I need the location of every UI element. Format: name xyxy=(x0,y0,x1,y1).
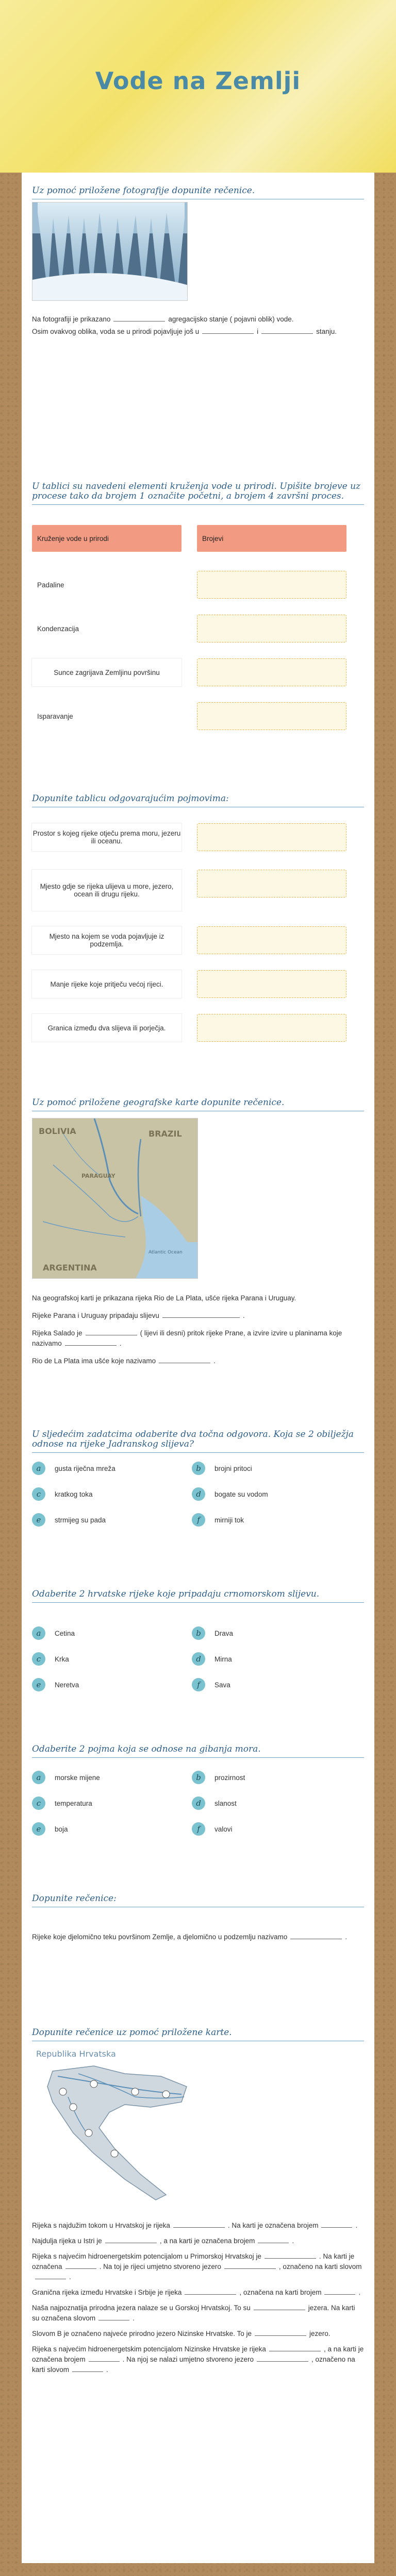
answer-box[interactable] xyxy=(197,702,346,730)
option-e[interactable]: e strmijeg su pada xyxy=(32,1512,166,1528)
sentence-1: Na geografskoj karti je prikazana rijeka Rio de La Plata, ušće rijeka Parana i Uruguay. xyxy=(32,1294,296,1302)
sentence-2: Osim ovakvog oblika, voda se u prirodi pojavljuje još u i stanju. xyxy=(32,328,337,335)
answer-blank[interactable] xyxy=(269,2345,321,2351)
map-label-argentina: ARGENTINA xyxy=(43,1263,97,1273)
option-key: a xyxy=(32,1462,45,1475)
section-heading: Dopunite rečenice: xyxy=(32,1893,364,1907)
option-e[interactable]: e Neretva xyxy=(32,1677,166,1692)
option-c[interactable]: c Krka xyxy=(32,1651,166,1667)
title-banner xyxy=(0,0,396,173)
answer-blank[interactable] xyxy=(265,2252,316,2259)
answer-blank[interactable] xyxy=(257,2355,308,2362)
section-heading: Dopunite rečenice uz pomoć priložene karte. xyxy=(32,2027,364,2041)
section-adriatic-rivers-choice xyxy=(22,1430,374,1574)
table-header-numbers: Brojevi xyxy=(197,525,346,552)
map-title: Republika Hrvatska xyxy=(36,2049,116,2059)
answer-blank[interactable] xyxy=(105,2236,157,2243)
option-key: c xyxy=(32,1487,45,1501)
answer-blank[interactable] xyxy=(290,1933,342,1939)
table-header-process: Kruženje vode u prirodi xyxy=(32,525,182,552)
definition-card: Prostor s kojeg rijeke otječu prema moru, jezeru ili oceanu. xyxy=(32,823,182,851)
definition-card: Mjesto na kojem se voda pojavljuje iz podzemlja. xyxy=(32,926,182,954)
answer-box[interactable] xyxy=(197,970,346,998)
answer-blank[interactable] xyxy=(35,2273,66,2279)
process-label: Padaline xyxy=(32,571,182,599)
table-row xyxy=(32,1010,362,1046)
answer-box[interactable] xyxy=(197,615,346,642)
section-black-sea-rivers-choice xyxy=(22,1589,374,1728)
section-heading: Uz pomoć priložene geografske karte dopunite rečenice. xyxy=(32,1097,364,1111)
sentence-1: Rijeka s najdužim tokom u Hrvatskoj je rijeka . Na karti je označena brojem . xyxy=(32,2222,358,2229)
section-heading: Odaberite 2 pojma koja se odnose na gibanja mora. xyxy=(32,1744,364,1758)
table-row xyxy=(32,654,362,690)
answer-blank[interactable] xyxy=(202,327,254,334)
answer-box[interactable] xyxy=(197,1014,346,1042)
section-heading: Odaberite 2 hrvatske rijeke koje pripadaju crnomorskom slijevu. xyxy=(32,1589,364,1603)
answer-blank[interactable] xyxy=(113,315,165,321)
option-key: d xyxy=(192,1652,205,1666)
section-croatia-map-question xyxy=(22,2027,374,2558)
option-d[interactable]: d Mirna xyxy=(192,1651,326,1667)
definition-card: Manje rijeke koje pritječu većoj rijeci. xyxy=(32,970,182,998)
table-row xyxy=(32,611,362,647)
option-b[interactable]: b brojni pritoci xyxy=(192,1461,326,1476)
sentence-2: Rijeke Parana i Uruguay pripadaju slijevu . xyxy=(32,1312,245,1319)
answer-blank[interactable] xyxy=(72,2365,103,2372)
sentence-block xyxy=(32,1932,364,1944)
answer-box[interactable] xyxy=(197,571,346,599)
table-row xyxy=(32,966,362,1002)
section-sea-movement-choice xyxy=(22,1744,374,1873)
ice-waterfall-photo xyxy=(32,202,188,301)
option-key: d xyxy=(192,1797,205,1810)
sentence-1: Na fotografiji je prikazano agregacijsko stanje ( pojavni oblik) vode. xyxy=(32,315,294,323)
option-key: d xyxy=(192,1487,205,1501)
option-key: a xyxy=(32,1771,45,1784)
worksheet xyxy=(22,173,374,2563)
option-key: b xyxy=(192,1771,205,1784)
answer-blank[interactable] xyxy=(224,2262,276,2269)
answer-blank[interactable] xyxy=(321,2221,352,2228)
option-key: a xyxy=(32,1626,45,1640)
sentence-block xyxy=(32,1293,364,1368)
option-f[interactable]: f valovi xyxy=(192,1821,326,1837)
option-f[interactable]: f Sava xyxy=(192,1677,326,1692)
sentence-7: Rijeka s najvećim hidroenergetskim potencijalom Nizinske Hrvatske je rijeka , a na karti je označena brojem . Na njoj se nalazi umjetno stvoreno jezero , označeno na karti slovom . xyxy=(32,2345,364,2374)
page-title: Vode na Zemlji xyxy=(95,67,301,95)
section-photo-question xyxy=(22,185,374,402)
section-heading: U sljedećim zadatcima odaberite dva točna odgovora. Koja se 2 obilježja odnose na rijeke Jadranskog slijeva? xyxy=(32,1430,364,1453)
definition-card: Granica između dva slijeva ili porječja. xyxy=(32,1014,182,1042)
sentence-3: Rijeka Salado je ( lijevi ili desni) pritok rijeke Prane, a izvire izvire u planinama koje nazivamo . xyxy=(32,1329,342,1347)
option-key: f xyxy=(192,1678,205,1691)
option-b[interactable]: b Drava xyxy=(192,1625,326,1641)
sentence-3: Rijeka s najvećim hidroenergetskim potencijalom u Primorskoj Hrvatskoj je . Na karti je označena . Na toj je rijeci umjetno stvoreno jezero , označeno na karti slovom. xyxy=(32,2252,362,2281)
answer-blank[interactable] xyxy=(261,327,313,334)
answer-blank[interactable] xyxy=(89,2355,120,2362)
answer-blank[interactable] xyxy=(254,2303,305,2310)
option-a[interactable]: a morske mijene xyxy=(32,1770,166,1785)
answer-blank[interactable] xyxy=(65,2262,96,2269)
table-row xyxy=(32,567,362,603)
section-heading: Dopunite tablicu odgovarajućim pojmovima: xyxy=(32,793,364,807)
table-row xyxy=(32,819,362,855)
option-key: c xyxy=(32,1797,45,1810)
definition-card: Mjesto gdje se rijeka ulijeva u more, jezero, ocean ili drugu rijeku. xyxy=(32,870,182,911)
map-label-brazil: BRAZIL xyxy=(148,1129,182,1139)
process-label: Sunce zagrijava Zemljinu površinu xyxy=(32,658,182,686)
map-label-ocean: Atlantic Ocean xyxy=(148,1250,183,1255)
croatia-map xyxy=(32,2045,197,2205)
section-fill-sentence xyxy=(22,1893,374,2007)
map-label-paraguay: PARAGUAY xyxy=(81,1173,116,1179)
option-d[interactable]: d bogate su vodom xyxy=(192,1486,326,1502)
sentence-4: Granična rijeka između Hrvatske i Srbije je rijeka , označena na karti brojem . xyxy=(32,2289,361,2296)
option-c[interactable]: c kratkog toka xyxy=(32,1486,166,1502)
answer-blank[interactable] xyxy=(65,1339,117,1346)
answer-blank[interactable] xyxy=(98,2314,129,2320)
sentence-6: Slovom B je označeno najveće prirodno jezero Nizinske Hrvatske. To je jezero. xyxy=(32,2330,331,2337)
section-heading: Uz pomoć priložene fotografije dopunite rečenice. xyxy=(32,185,364,199)
table-header-row xyxy=(32,523,362,559)
rio-de-la-plata-map xyxy=(32,1118,198,1279)
answer-box[interactable] xyxy=(197,870,346,897)
sentence-block xyxy=(32,314,364,339)
answer-box[interactable] xyxy=(197,658,346,686)
map-label-bolivia: BOLIVIA xyxy=(39,1126,76,1136)
answer-blank[interactable] xyxy=(324,2288,355,2295)
answer-blank[interactable] xyxy=(185,2288,236,2295)
section-heading: U tablici su navedeni elementi kruženja vode u prirodi. Upišite brojeve uz procese tako da brojem 1 označite početni, a brojem 4 završni proces. xyxy=(32,482,364,505)
table-row xyxy=(32,698,362,734)
answer-box[interactable] xyxy=(197,823,346,851)
option-c[interactable]: c temperatura xyxy=(32,1795,166,1811)
option-b[interactable]: b prozirnost xyxy=(192,1770,326,1785)
option-key: e xyxy=(32,1822,45,1836)
option-d[interactable]: d slanost xyxy=(192,1795,326,1811)
answer-blank[interactable] xyxy=(162,1311,240,1318)
section-water-cycle-table xyxy=(22,482,374,760)
option-key: b xyxy=(192,1462,205,1475)
option-key: e xyxy=(32,1513,45,1527)
sentence-5: Naša najpoznatija prirodna jezera nalaze se u Gorskoj Hrvatskoj. To su jezera. Na karti su označena slovom . xyxy=(32,2304,355,2322)
sentence-2: Najdulja rijeka u Istri je , a na karti je označena brojem . xyxy=(32,2237,294,2245)
answer-box[interactable] xyxy=(197,926,346,954)
option-key: b xyxy=(192,1626,205,1640)
option-f[interactable]: f mirniji tok xyxy=(192,1512,326,1528)
table-row xyxy=(32,866,362,912)
sentence-1: Rijeke koje djelomično teku površinom Zemlje, a djelomično u podzemlju nazivamo . xyxy=(32,1933,347,1941)
sentence-4: Rio de La Plata ima ušće koje nazivamo . xyxy=(32,1357,216,1365)
answer-blank[interactable] xyxy=(86,1329,137,1335)
option-key: f xyxy=(192,1822,205,1836)
process-label: Kondenzacija xyxy=(32,615,182,642)
answer-blank[interactable] xyxy=(255,2329,306,2336)
answer-blank[interactable] xyxy=(258,2236,289,2243)
section-terms-table xyxy=(22,793,374,1082)
process-label: Isparavanje xyxy=(32,702,182,730)
option-key: c xyxy=(32,1652,45,1666)
answer-blank[interactable] xyxy=(159,1357,210,1363)
option-key: e xyxy=(32,1678,45,1691)
option-a[interactable]: a Cetina xyxy=(32,1625,166,1641)
option-key: f xyxy=(192,1513,205,1527)
option-e[interactable]: e boja xyxy=(32,1821,166,1837)
option-a[interactable]: a gusta riječna mreža xyxy=(32,1461,166,1476)
table-row xyxy=(32,922,362,958)
answer-blank[interactable] xyxy=(173,2221,225,2228)
sentence-block xyxy=(32,2221,364,2377)
